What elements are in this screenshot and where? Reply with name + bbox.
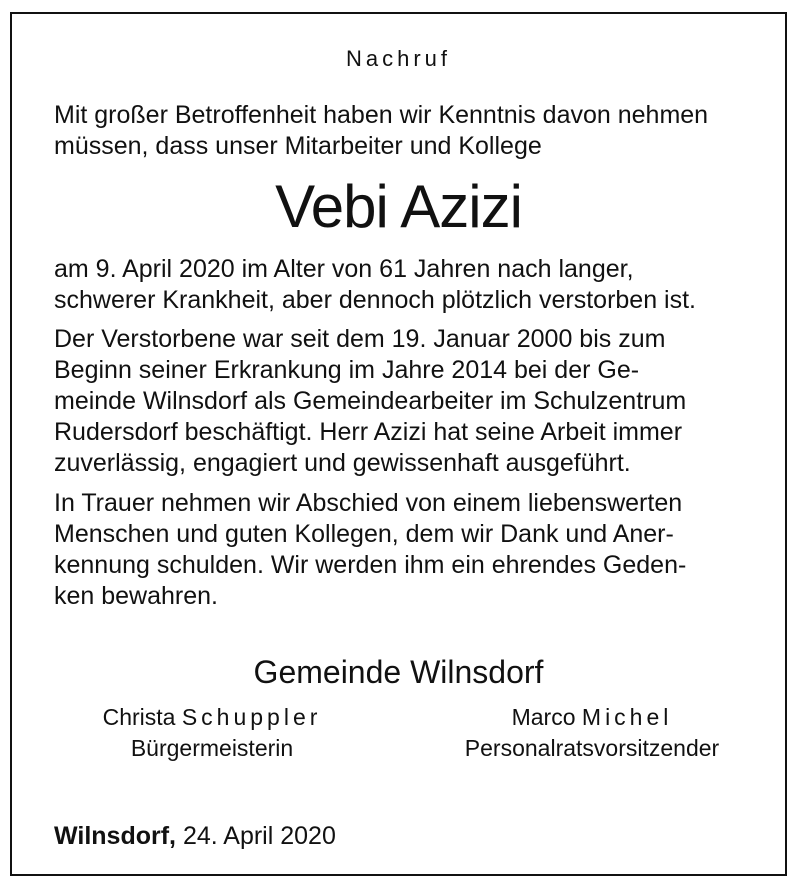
text-line: kennung schulden. Wir werden ihm ein ehrendes Geden- bbox=[54, 551, 687, 579]
signatory-mayor bbox=[32, 702, 392, 764]
heading: Nachruf bbox=[345, 46, 452, 71]
last-name: Schuppler bbox=[181, 704, 322, 730]
text-line: Beginn seiner Erkrankung im Jahre 2014 bei der Ge- bbox=[54, 356, 640, 384]
paragraph-farewell bbox=[54, 488, 754, 612]
place-date bbox=[54, 822, 336, 851]
text-line: Der Verstorbene war seit dem 19. Januar 2000 bis zum bbox=[54, 325, 666, 353]
signatory-role: Bürgermeisterin bbox=[130, 735, 294, 761]
intro-text bbox=[54, 100, 754, 162]
place: Wilnsdorf, bbox=[54, 822, 176, 850]
text-line: In Trauer nehmen wir Abschied von einem liebenswerten bbox=[54, 489, 683, 517]
paragraph-career bbox=[54, 324, 754, 479]
date: 24. April 2020 bbox=[182, 822, 336, 850]
intro-line: Mit großer Betroffenheit haben wir Kenntnis davon nehmen bbox=[54, 101, 709, 129]
deceased-name: Vebi Azizi bbox=[275, 173, 522, 240]
text-line: Rudersdorf beschäftigt. Herr Azizi hat seine Arbeit immer bbox=[54, 418, 683, 446]
signatory-role: Personalratsvorsitzender bbox=[464, 735, 720, 761]
text-line: meinde Wilnsdorf als Gemeindearbeiter im Schulzentrum bbox=[54, 387, 687, 415]
paragraph-death bbox=[54, 254, 754, 316]
signatory-council bbox=[412, 702, 772, 764]
text-line: schwerer Krankheit, aber dennoch plötzlich verstorben ist. bbox=[54, 286, 696, 314]
text-line: zuverlässig, engagiert und gewissenhaft ausgeführt. bbox=[54, 449, 631, 477]
obituary-frame bbox=[10, 12, 787, 876]
intro-line: müssen, dass unser Mitarbeiter und Kollege bbox=[54, 132, 542, 160]
signatory-name bbox=[412, 702, 772, 733]
first-name: Marco bbox=[511, 704, 576, 730]
first-name: Christa bbox=[102, 704, 176, 730]
text-line: am 9. April 2020 im Alter von 61 Jahren nach langer, bbox=[54, 255, 634, 283]
last-name: Michel bbox=[581, 704, 673, 730]
text-line: ken bewahren. bbox=[54, 582, 219, 610]
signatory-name bbox=[32, 702, 392, 733]
text-line: Menschen und guten Kollegen, dem wir Dank und Aner- bbox=[54, 520, 674, 548]
organization-name: Gemeinde Wilnsdorf bbox=[253, 654, 544, 690]
